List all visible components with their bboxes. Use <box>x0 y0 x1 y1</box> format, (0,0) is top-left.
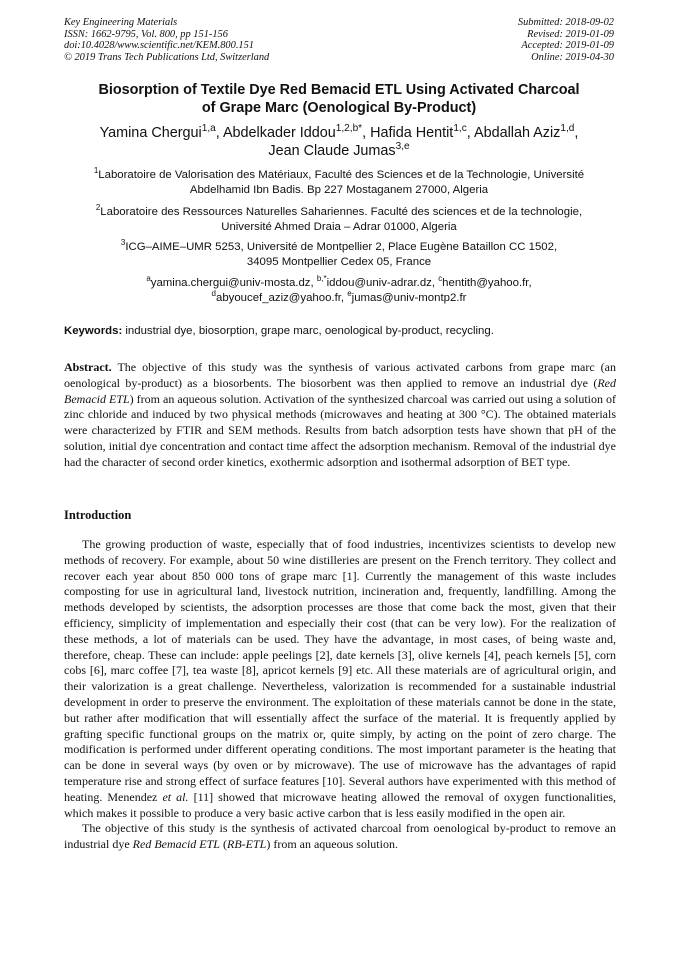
abstract <box>64 360 616 471</box>
affiliation-text: ICG–AIME–UMR 5253, Université de Montpellier 2, Place Eugène Bataillon CC 1502, <box>125 241 558 253</box>
submission-dates <box>518 17 614 63</box>
affiliation-mark: 1 <box>93 166 99 176</box>
accepted-date: Accepted: 2019-01-09 <box>521 40 614 52</box>
dye-name: Red Bemacid ETL <box>132 837 220 852</box>
keywords-text: industrial dye, biosorption, grape marc, oenological by-product, recycling. <box>122 325 494 337</box>
email-address: jumas@univ-montp2.fr <box>351 292 467 304</box>
affiliation-mark: 3 <box>120 238 126 248</box>
abstract-label: Abstract. <box>64 360 112 374</box>
affiliation-mark: 2 <box>95 203 101 213</box>
email-address: yamina.chergui@univ-mosta.dz, <box>150 277 317 289</box>
paper-title <box>40 81 638 117</box>
introduction-body <box>64 537 616 853</box>
abstract-text: The objective of this study was the synthesis of various activated carbons from grape marc (an oenological by-product) as a biosorbents. The biosorbent was then applied to remove an industrial dye ( <box>64 360 616 390</box>
email-mark: c <box>438 274 443 284</box>
email-mark: e <box>347 289 352 299</box>
author-emails <box>50 276 628 306</box>
author-name: Jean Claude Jumas <box>268 143 396 159</box>
affiliation-1 <box>50 168 628 198</box>
paragraph-text: ) from an aqueous solution. <box>266 837 398 852</box>
revised-date: Revised: 2019-01-09 <box>527 28 614 40</box>
abstract-dye-name: Red Bemacid ETL <box>64 375 616 406</box>
email-line-2 <box>50 291 628 306</box>
paragraph-text: The objective of this study is the synthesis of activated charcoal from oenological by-product to remove an industrial dye <box>64 821 616 852</box>
keywords <box>64 324 624 339</box>
author-superscript: 1,a <box>201 123 216 135</box>
journal-issn: ISSN: 1662-9795, Vol. 800, pp 151-156 <box>64 28 228 40</box>
author-name: Hafida Hentit <box>370 125 454 141</box>
author-superscript: 1,c <box>453 123 467 135</box>
authors-line-2 <box>40 142 638 160</box>
affiliation-line: Université Ahmed Draia – Adrar 01000, Algeria <box>221 221 457 233</box>
author-name: Yamina Chergui <box>99 125 202 141</box>
email-line-1 <box>50 276 628 291</box>
keywords-label: Keywords: <box>64 325 123 337</box>
email-address: hentith@yahoo.fr, <box>442 277 532 289</box>
affiliation-line: 34095 Montpellier Cedex 05, France <box>246 256 432 268</box>
email-mark: b,* <box>316 274 327 284</box>
submitted-date: Submitted: 2018-09-02 <box>517 17 614 28</box>
affiliation-line <box>50 168 628 183</box>
author-name: Abdallah Aziz <box>473 125 561 141</box>
journal-copyright: © 2019 Trans Tech Publications Ltd, Switzerland <box>64 51 270 63</box>
affiliation-text: Laboratoire des Ressources Naturelles Sahariennes. Faculté des sciences et de la technologie, <box>100 206 583 218</box>
online-date: Online: 2019-04-30 <box>531 51 614 63</box>
affiliation-3 <box>50 240 628 270</box>
journal-doi: doi:10.4028/www.scientific.net/KEM.800.151 <box>64 40 254 52</box>
title-line-1: Biosorption of Textile Dye Red Bemacid ETL Using Activated Charcoal <box>98 82 580 98</box>
affiliation-text: Laboratoire de Valorisation des Matériaux, Faculté des Sciences et de la Technologie, Université <box>98 169 585 181</box>
email-address: iddou@univ-adrar.dz, <box>326 277 439 289</box>
paragraph-text: ( <box>219 837 227 852</box>
introduction-paragraph-1 <box>64 537 616 821</box>
introduction-paragraph-2 <box>64 821 616 853</box>
affiliation-line: Abdelhamid Ibn Badis. Bp 227 Mostaganem 27000, Algeria <box>189 184 489 196</box>
journal-info <box>64 17 269 63</box>
author-name: Abdelkader Iddou <box>222 125 336 141</box>
email-mark: d <box>211 289 216 299</box>
author-superscript: 3,e <box>395 141 410 153</box>
author-superscript: 1,d <box>560 123 575 135</box>
title-line-2: of Grape Marc (Oenological By-Product) <box>201 100 477 116</box>
affiliation-line <box>50 205 628 220</box>
author-superscript: 1,2,b* <box>335 123 363 135</box>
paragraph-text: [11] showed that microwave heating allowed the removal of oxygen functionalities, which makes it possible to produce a very basic active carbon that is less easily modified in the open air. <box>64 789 617 820</box>
abstract-text: ) from an aqueous solution. Activation of the synthesized charcoal was carried out using a solution of zinc chloride and induced by two physical methods (microwaves and heating at 300 °C). The obtained materials were characterized by FTIR and SEM methods. Results from batch adsorption tests have shown that pH of the solution, initial dye concentration and contact time affect the adsorption mechanism. Removal of the industrial dye had the character of second order kinetics, exothermic adsorption and isothermal adsorption of BET type. <box>64 391 616 469</box>
journal-name: Key Engineering Materials <box>64 17 178 28</box>
dye-abbreviation: RB-ETL <box>226 837 267 852</box>
authors-line-1: Yamina Chergui$^{1,a}$, Abdelkader Iddou$^{1,2,b*}$, Hafida Hentit$^{1,c}$, Abdallah Aziz$^{1,d}$, <box>99 123 579 141</box>
section-heading-introduction: Introduction <box>64 508 132 522</box>
affiliation-2 <box>50 205 628 235</box>
et-al: et al. <box>162 789 189 804</box>
email-address: abyoucef_aziz@yahoo.fr, <box>215 292 348 304</box>
email-mark: a <box>146 274 151 284</box>
author-list <box>40 124 638 160</box>
affiliation-line <box>50 240 628 255</box>
paragraph-text: The growing production of waste, especially that of food industries, incentivizes scientists to develop new methods of recovery. For example, about 50 wine distilleries are present on the French territory. They collect and recover each year about 850 000 tons of grape marc [1]. Currently the management of this waste includes composting for use in agricultural land, livestock nutrition, incineration and, frequently, landfilling. Among the methods developed by scientists, the adsorption processes are those that come back the most, given that their efficiency, simplicity of implementation and especially their cost (that can be very low). For the realization of these methods, a lot of materials can be used. They have the advantage, in most cases, of being waste and, therefore, cheap. These can include: apple peelings [2], date kernels [3], olive kernels [4], peach kernels [5], corn cobs [6], marc coffee [7], tea waste [8], apricot kernels [9] etc. All these materials are of agricultural origin, and their valorization is a great challenge. Nevertheless, valorization is recommended for a sustainable industrial development in order to preserve the environment. The exploitation of these materials cannot be done in the state, but rather after modification that will essentially affect the surface of the material. It is frequently applied by grafting specific functional groups on the matrix or, quite simply, by acting on the point of zero charge. The modification is performed under different operating conditions. The most important parameter is the heating that can be done in several ways (by oven or by microwave). The use of microwave has the advantages of rapid temperature rise and strong effect of surface features [10]. Several authors have experimented with this method of heating. Menendez <box>64 537 616 804</box>
